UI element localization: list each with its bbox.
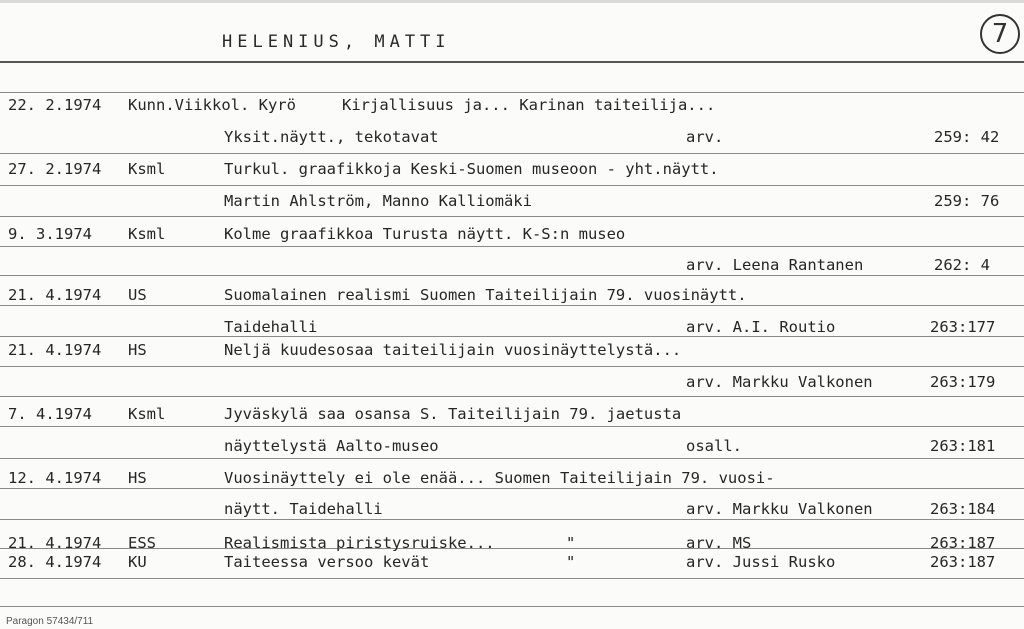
entry-date: 21. 4.1974 <box>8 341 102 359</box>
rule-line <box>0 336 1024 337</box>
entry-reviewer: arv. A.I. Routio <box>686 318 836 336</box>
entry-date: 27. 2.1974 <box>8 160 102 178</box>
rule-line <box>0 578 1024 579</box>
entry-source: HS <box>128 469 147 487</box>
entry-title: Kirjallisuus ja... Karinan taiteilija... <box>342 96 716 114</box>
entry-title: Yksit.näytt., tekotavat <box>224 128 439 146</box>
rule-line <box>0 216 1024 217</box>
entry-reviewer: arv. Markku Valkonen <box>686 500 873 518</box>
entry-title: Jyväskylä saa osansa S. Taiteilijain 79. jaetusta <box>224 405 682 423</box>
entry-reviewer: arv. Jussi Rusko <box>686 553 836 571</box>
entry-date: 9. 3.1974 <box>8 225 92 243</box>
entry-reference: 263:187 <box>930 553 996 571</box>
rule-line <box>0 185 1024 186</box>
entry-source: ESS <box>128 534 156 552</box>
entry-title: Taiteessa versoo kevät <box>224 553 430 571</box>
rule-line <box>0 366 1024 367</box>
entry-title: näyttelystä Aalto-museo <box>224 437 439 455</box>
entry-reference: 263:177 <box>930 318 996 336</box>
rule-line <box>0 153 1024 154</box>
entry-title: Neljä kuudesosaa taiteilijain vuosinäyttelystä... <box>224 341 682 359</box>
entry-reviewer: arv. Markku Valkonen <box>686 373 873 391</box>
rule-line <box>0 519 1024 520</box>
rule-line <box>0 606 1024 607</box>
entry-source: Ksml <box>128 160 166 178</box>
printer-mark: Paragon 57434/711 <box>6 616 94 627</box>
entry-date: 12. 4.1974 <box>8 469 102 487</box>
entry-date: 7. 4.1974 <box>8 405 92 423</box>
entry-reference: 259: 42 <box>934 128 1000 146</box>
entry-reference: 263:187 <box>930 534 996 552</box>
entry-title: Realismista piristysruiske... <box>224 534 495 552</box>
entry-source: Ksml <box>128 225 166 243</box>
rule-line <box>0 246 1024 247</box>
entry-date: 21. 4.1974 <box>8 534 102 552</box>
entry-title: Suomalainen realismi Suomen Taiteilijain 79. vuosinäytt. <box>224 286 747 304</box>
entry-reviewer: osall. <box>686 437 742 455</box>
ditto-mark: " <box>566 534 576 552</box>
rule-line <box>0 92 1024 93</box>
entry-date: 21. 4.1974 <box>8 286 102 304</box>
entry-source: Ksml <box>128 405 166 423</box>
rule-line <box>0 458 1024 459</box>
card-number-badge: 7 <box>980 14 1020 54</box>
entry-reviewer: arv. Leena Rantanen <box>686 256 864 274</box>
card-top-edge <box>0 0 1024 3</box>
entry-source: KU <box>128 553 147 571</box>
entry-title: Kolme graafikkoa Turusta näytt. K-S:n museo <box>224 225 626 243</box>
entry-reference: 263:181 <box>930 437 996 455</box>
entry-title: Taidehalli <box>224 318 318 336</box>
rule-line <box>0 305 1024 306</box>
entry-title: näytt. Taidehalli <box>224 500 383 518</box>
entry-reference: 263:179 <box>930 373 996 391</box>
entry-date: 22. 2.1974 <box>8 96 102 114</box>
rule-line <box>0 488 1024 489</box>
rule-line <box>0 426 1024 427</box>
entry-reference: 259: 76 <box>934 192 1000 210</box>
entry-title: Vuosinäyttely ei ole enää... Suomen Taiteilijain 79. vuosi- <box>224 469 775 487</box>
entry-date: 28. 4.1974 <box>8 553 102 571</box>
rule-line <box>0 396 1024 397</box>
entry-reference: 262: 4 <box>934 256 990 274</box>
rule-line <box>0 61 1024 63</box>
ditto-mark: " <box>566 553 576 571</box>
card-title: HELENIUS, MATTI <box>222 32 451 52</box>
entry-source: HS <box>128 341 147 359</box>
entry-source: Kunn.Viikkol. Kyrö <box>128 96 296 114</box>
entry-title: Turkul. graafikkoja Keski-Suomen museoon - yht.näytt. <box>224 160 719 178</box>
entry-reference: 263:184 <box>930 500 996 518</box>
entry-title: Martin Ahlström, Manno Kalliomäki <box>224 192 532 210</box>
rule-line <box>0 275 1024 276</box>
entry-source: US <box>128 286 147 304</box>
entry-reviewer: arv. MS <box>686 534 752 552</box>
entry-reviewer: arv. <box>686 128 724 146</box>
